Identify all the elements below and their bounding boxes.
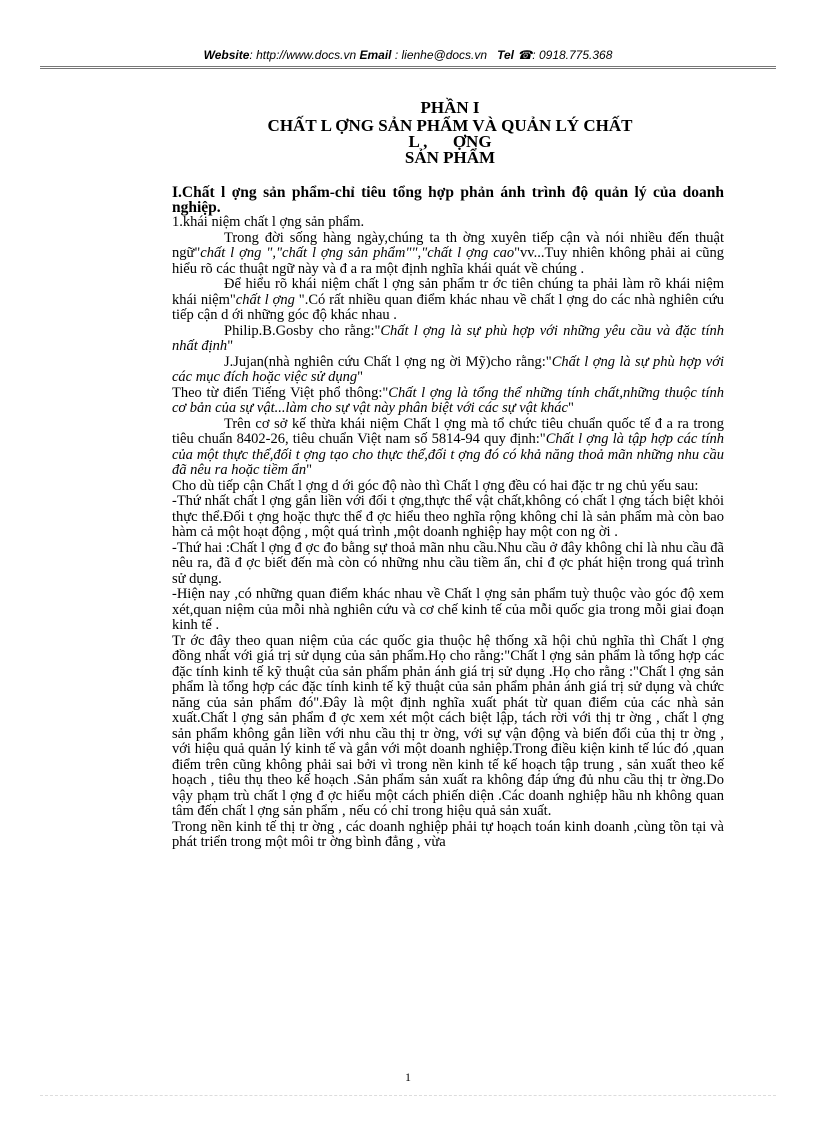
section-heading: I.Chất l ợng sản phẩm-chỉ tiêu tổng hợp phản ánh trình độ quản lý của doanh nghiệp. bbox=[172, 184, 724, 216]
phone-icon: ☎ bbox=[517, 48, 533, 62]
paragraph: Trong nền kinh tế thị tr ờng , các doanh nghiệp phải tự hoạch toán kinh doanh ,cùng tồn tại và phát triển trong một môi tr ờng bình đẳng , vừa bbox=[172, 818, 724, 850]
paragraph: J.Jujan(nhà nghiên cứu Chất l ợng ng ời Mỹ)cho rằng:"Chất l ợng là sự phù hợp với các mục đích hoặc việc sử dụng" bbox=[172, 353, 724, 385]
paragraph: Cho dù tiếp cận Chất l ợng d ới góc độ nào thì Chất l ợng đều có hai đặc tr ng chủ yếu sau: bbox=[172, 477, 699, 494]
chapter-title-line3: SẢN PHẨM bbox=[404, 148, 496, 167]
email-label: Email bbox=[359, 48, 392, 62]
website-value[interactable]: : http://www.docs.vn bbox=[249, 48, 357, 62]
header-rule bbox=[40, 66, 776, 67]
website-label: Website bbox=[203, 48, 250, 62]
paragraph: Tr ớc đây theo quan niệm của các quốc gia thuộc hệ thống xã hội chủ nghĩa thì Chất l ợng đồng nhất với giá trị sử dụng của sản phẩm.Họ cho rằng:"Chất l ợng sản phẩm là tổng hợp các đặc tính kinh tế kỹ thuật của sản phẩm phản ánh giá trị sử dụng .Họ cho rằng :"Chất l ợng sản phẩm là tổng hợp các đặc tính kinh tế kỹ thuật của sản phẩm phản ánh giá trị sử dụng và chức năng của sản phẩm đó".Đây là một định nghĩa xuất phát từ quan điểm của các nhà sản xuất.Chất l ợng sản phẩm đ ợc xem xét một cách biệt lập, tách rời với thị tr ờng , chất l ợng sản phẩm không gắn liền với nhu cầu thị tr ờng, với sự vận động và biến đổi của thị tr ờng , với hiệu quả quản lý kinh tế và gắn với một doanh nghiệp.Trong điều kiện kinh tế lúc đó ,quan điểm trên cũng không phải sai bởi vì trong nền kinh tế kế hoạch tập trung , sản xuất theo kế hoạch , tiêu thụ theo kế hoạch .Sản phẩm sản xuất ra không đáp ứng đủ nhu cầu thị tr ờng.Do vậy phạm trù chất l ợng đ ợc hiểu một cách phiến diện .Các doanh nghiệp hầu nh không quan tâm đến chất l ợng sản phẩm , nếu có chỉ trong hiệu quả sản xuất. bbox=[172, 632, 724, 819]
email-value[interactable]: : lienhe@docs.vn bbox=[391, 48, 488, 62]
subsection-heading: 1.khái niệm chất l ợng sản phẩm. bbox=[172, 214, 365, 230]
chapter-title-line1: CHẤT L ỢNG SẢN PHẨM VÀ QUẢN LÝ CHẤT bbox=[267, 116, 633, 135]
paragraph: -Thứ hai :Chất l ợng đ ợc đo bằng sự thoả mãn nhu cầu.Nhu cầu ở đây không chỉ là nhu cầu đã nêu ra, đã đ ợc biết đến mà còn có những nhu cầu tiềm ẩn, chỉ đ ợc phát hiện trong quá trình sử dụng. bbox=[172, 539, 724, 587]
part-title: PHẦN I bbox=[420, 98, 480, 117]
document-body bbox=[172, 181, 724, 851]
paragraph: -Thứ nhất chất l ợng gắn liền với đối t ợng,thực thể vật chất,không có chất l ợng tách biệt khỏi thực thể.Đối t ợng hoặc thực thể đ ợc hiểu theo nghĩa rộng không chỉ là sản phẩm mà còn bao hàm cả một hoạt động , một quá trình ,một doanh nghiệp hay một con ng ời . bbox=[172, 493, 724, 540]
paragraph: Để hiểu rõ khái niệm chất l ợng sản phẩm tr ớc tiên chúng ta phải làm rõ khái niệm khái niệm"chất l ợng ".Có rất nhiều quan điểm khác nhau về chất l ợng do các nhà nghiên cứu tiếp cận d ới những góc độ khác nhau . bbox=[172, 276, 724, 323]
tel-value: : 0918.775.368 bbox=[532, 48, 613, 62]
paragraph: -Hiện nay ,có những quan điểm khác nhau về Chất l ợng sản phẩm tuỳ thuộc vào góc độ xem xét,quan niệm của mỗi nhà nghiên cứu và cơ chế kinh tế của mỗi quốc gia trong mỗi giai đoạn kinh tế . bbox=[172, 586, 724, 633]
page-number: 1 bbox=[405, 1070, 411, 1084]
paragraph: Theo từ điển Tiếng Việt phổ thông:"Chất l ợng là tổng thể những tính chất,những thuộc tính cơ bản của sự vật...làm cho sự vật này phân biệt với các sự vật khác" bbox=[172, 384, 724, 416]
tel-label: Tel bbox=[497, 48, 514, 62]
header-rule-2 bbox=[40, 68, 776, 69]
footer-rule bbox=[40, 1095, 776, 1096]
paragraph: Philip.B.Gosby cho rằng:"Chất l ợng là sự phù hợp với những yêu cầu và đặc tính nhất định" bbox=[172, 322, 724, 354]
paragraph: Trong đời sống hàng ngày,chúng ta th ờng xuyên tiếp cận và nói nhiều đến thuật ngữ"chất l ợng ","chất l ợng sản phẩm"","chất l ợng cao"vv...Tuy nhiên không phải ai cũng hiểu rõ các thuật ngữ này và đ a ra một định nghĩa khái quát về chúng . bbox=[172, 229, 724, 277]
page-header bbox=[0, 48, 816, 62]
paragraph: Trên cơ sở kế thừa khái niệm Chất l ợng mà tổ chức tiêu chuẩn quốc tế đ a ra trong tiêu chuẩn 8402-26, tiêu chuẩn Việt nam số 5814-94 quy định:"Chất l ợng là tập hợp các tính của một thực thể,đối t ợng tạo cho thực thể,đối t ợng đó có khả năng thoả mãn những nhu cầu đã nêu ra hoặc tiềm ẩn" bbox=[172, 415, 724, 478]
chapter-title-line2: L , ỢNG bbox=[408, 132, 492, 151]
